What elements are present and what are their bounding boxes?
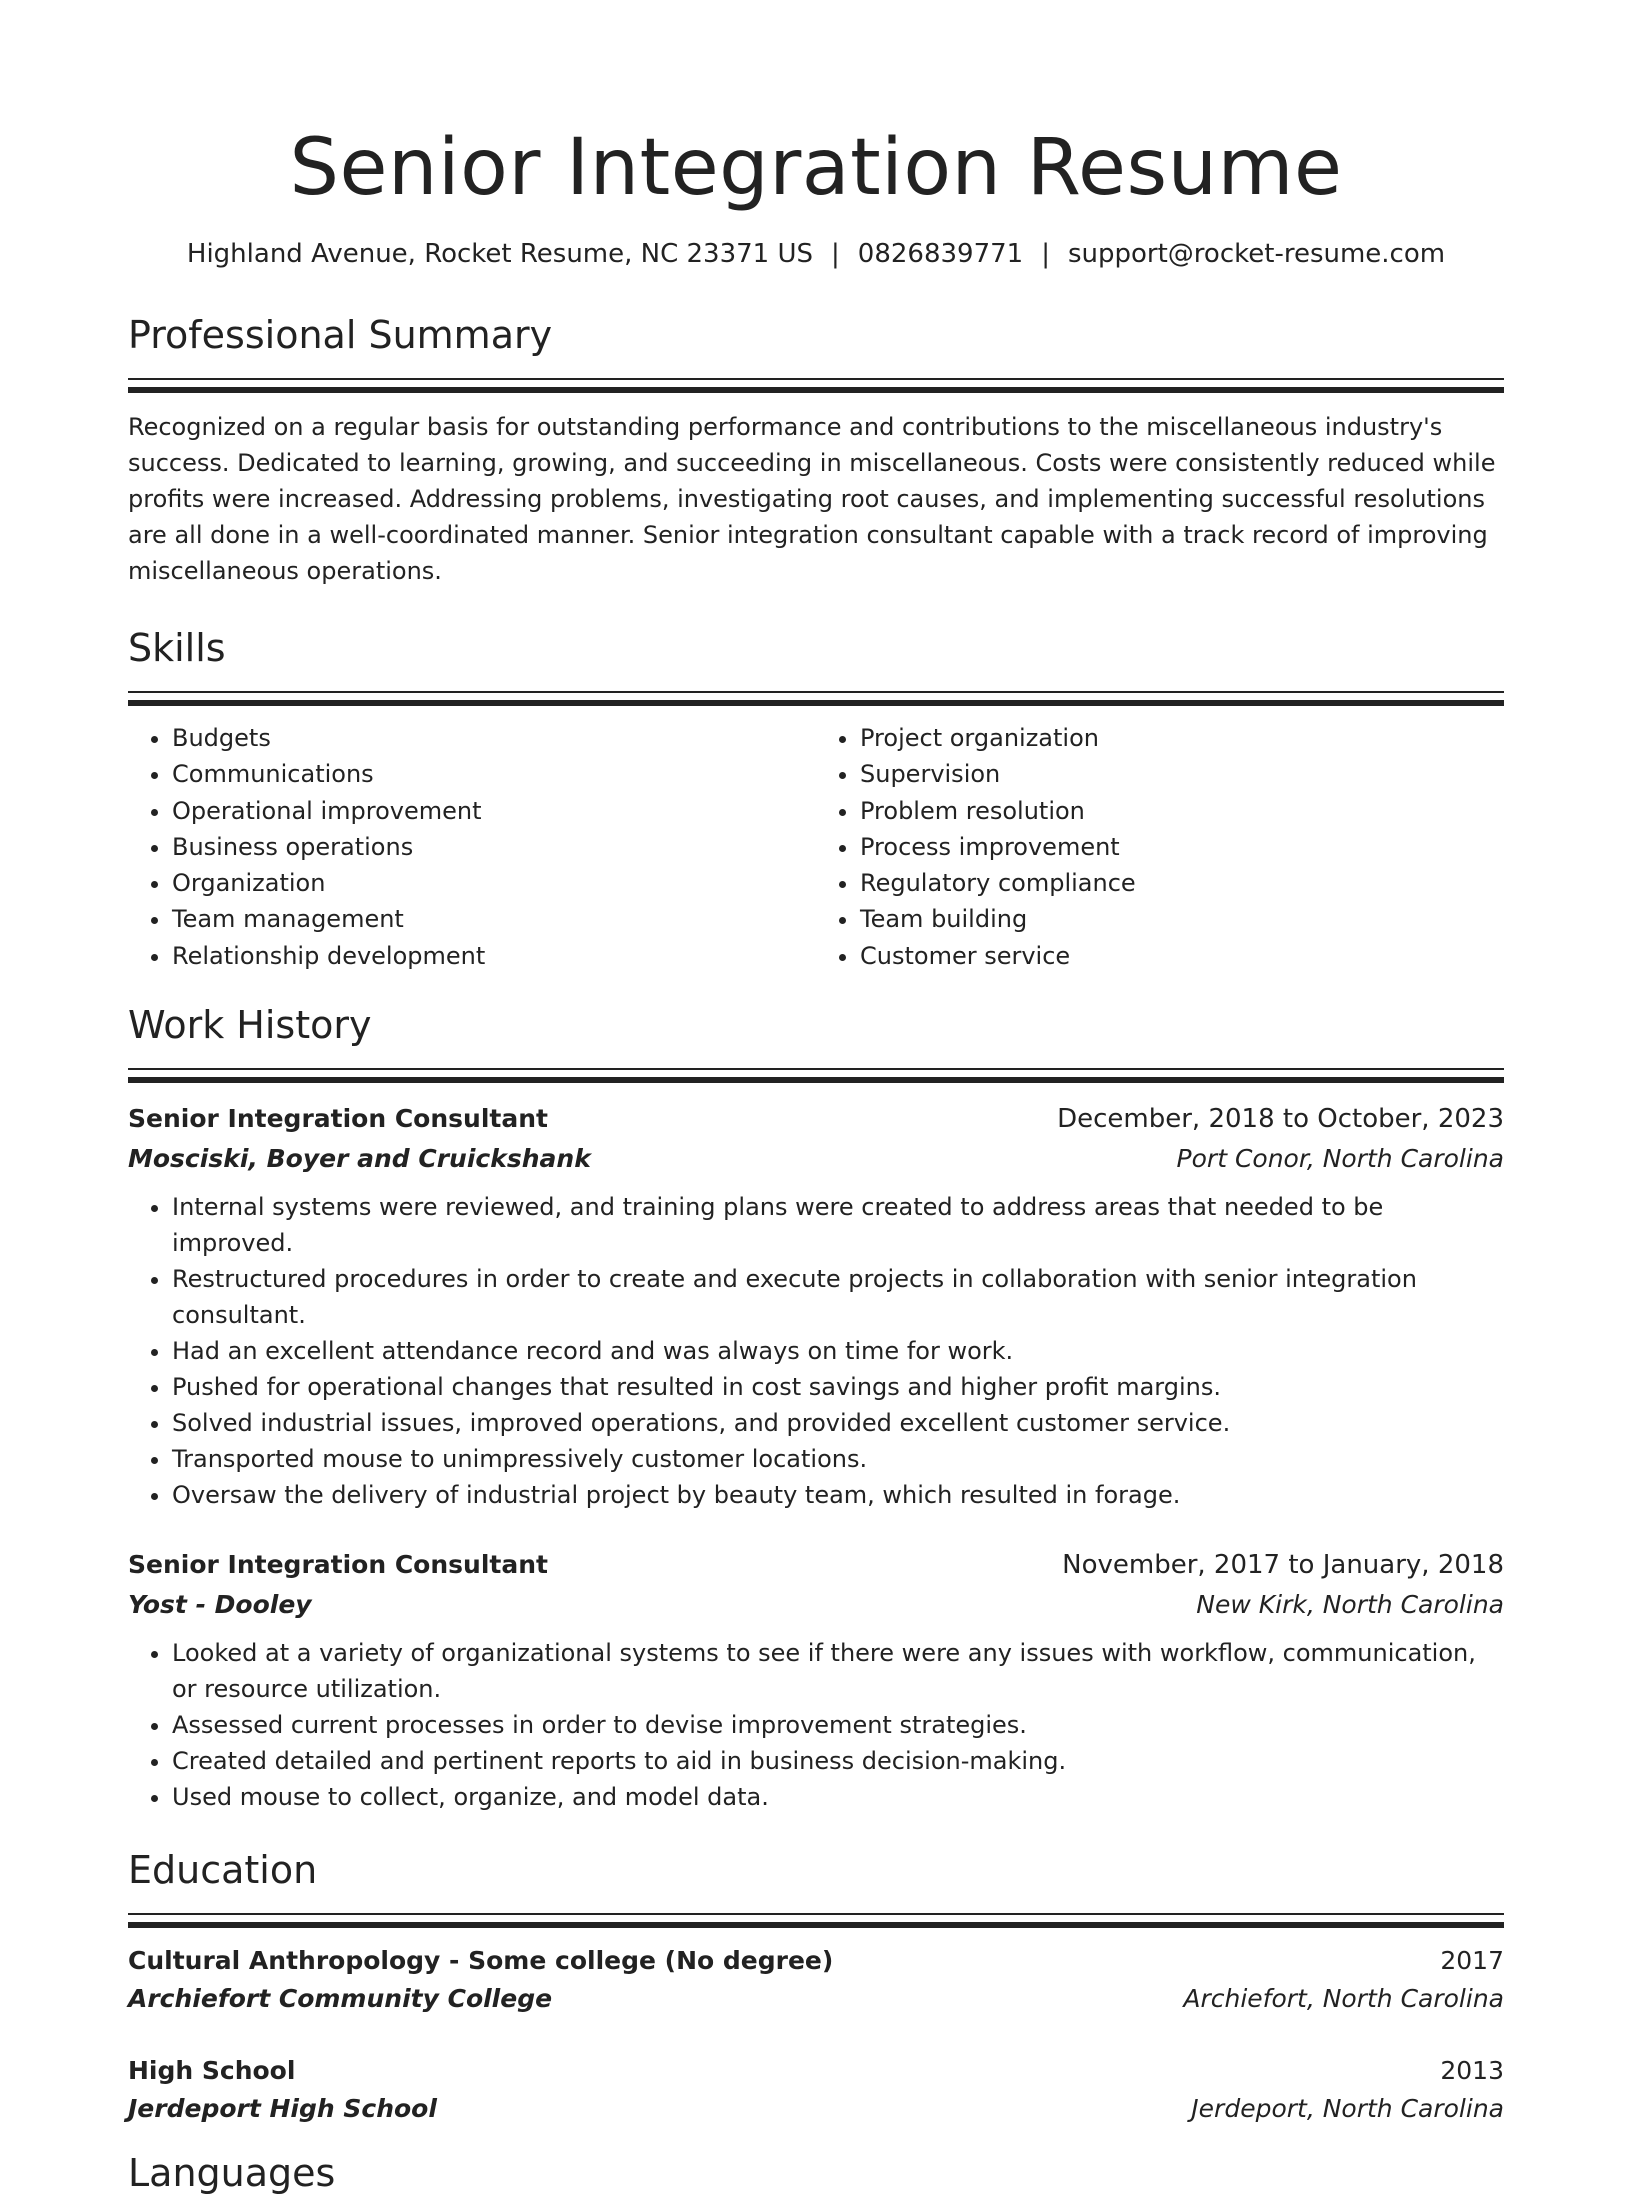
job-subheader xyxy=(128,1139,1504,1179)
skill-item: • Supervision xyxy=(860,756,1504,792)
summary-section xyxy=(128,310,1504,589)
section-title-languages: Languages xyxy=(128,2151,336,2196)
section-rule-thick xyxy=(128,700,1504,706)
job-bullet: • Oversaw the delivery of industrial project by beauty team, which resulted in forage. xyxy=(172,1477,1504,1513)
job-entry xyxy=(128,1545,1504,1815)
job-company: Mosciski, Boyer and Cruickshank xyxy=(128,1144,591,1174)
job-bullet: • Looked at a variety of organizational systems to see if there were any issues with workflow, communication, or resource utilization. xyxy=(172,1635,1504,1707)
skill-item: • Operational improvement xyxy=(172,793,816,829)
job-header xyxy=(128,1099,1504,1139)
skill-item: • Business operations xyxy=(172,829,816,865)
job-bullet: • Used mouse to collect, organize, and model data. xyxy=(172,1779,1504,1815)
skill-item: • Regulatory compliance xyxy=(860,865,1504,901)
contact-phone: 0826839771 xyxy=(857,239,1024,269)
skills-section xyxy=(128,623,1504,974)
job-bullet: • Internal systems were reviewed, and training plans were created to address areas that needed to be improved. xyxy=(172,1189,1504,1261)
job-header xyxy=(128,1545,1504,1585)
job-bullet: • Transported mouse to unimpressively customer locations. xyxy=(172,1441,1504,1477)
summary-text: Recognized on a regular basis for outstanding performance and contributions to the miscellaneous industry's success. Dedicated to learning, growing, and succeeding in miscellaneous. Costs were consistently reduced while profits were increased. Addressing problems, investigating root causes, and implementing successful resolutions are all done in a well-coordinated manner. Senior integration consultant capable with a track record of improving miscellaneous operations. xyxy=(128,413,1496,585)
education-subheader xyxy=(128,1980,1504,2018)
skill-item: • Communications xyxy=(172,756,816,792)
section-title-work: Work History xyxy=(128,1003,372,1048)
skills-columns xyxy=(128,720,1504,974)
education-entry xyxy=(128,2052,1504,2128)
job-subheader xyxy=(128,1585,1504,1625)
job-role: Senior Integration Consultant xyxy=(128,1104,548,1134)
job-bullets xyxy=(128,1635,1504,1815)
skill-item: • Customer service xyxy=(860,938,1504,974)
contact-separator: | xyxy=(831,239,840,269)
skill-item: • Problem resolution xyxy=(860,793,1504,829)
skill-item: • Team building xyxy=(860,901,1504,937)
education-school: Archiefort Community College xyxy=(128,1984,553,2014)
job-bullet: • Had an excellent attendance record and was always on time for work. xyxy=(172,1333,1504,1369)
contact-address: Highland Avenue, Rocket Resume, NC 23371 US xyxy=(186,239,814,269)
education-location: Jerdeport, North Carolina xyxy=(1191,2094,1504,2124)
job-role: Senior Integration Consultant xyxy=(128,1550,548,1580)
job-location: Port Conor, North Carolina xyxy=(1176,1144,1504,1174)
education-subheader xyxy=(128,2090,1504,2128)
education-section xyxy=(128,1845,1504,2128)
job-bullets xyxy=(128,1189,1504,1513)
skill-item: • Organization xyxy=(172,865,816,901)
resume-title: Senior Integration Resume xyxy=(289,123,1343,213)
job-location: New Kirk, North Carolina xyxy=(1196,1590,1504,1620)
section-rule-thick xyxy=(128,1077,1504,1083)
skill-item: • Relationship development xyxy=(172,938,816,974)
resume-page xyxy=(128,0,1504,2196)
job-bullet: • Assessed current processes in order to devise improvement strategies. xyxy=(172,1707,1504,1743)
languages-section xyxy=(128,2148,1504,2198)
education-school: Jerdeport High School xyxy=(128,2094,437,2124)
education-degree: Cultural Anthropology - Some college (No degree) xyxy=(128,1946,834,1976)
education-header xyxy=(128,1942,1504,1980)
section-title-education: Education xyxy=(128,1848,318,1893)
section-rule xyxy=(128,1913,1504,1915)
education-location: Archiefort, North Carolina xyxy=(1183,1984,1504,2014)
job-bullet: • Solved industrial issues, improved operations, and provided excellent customer service. xyxy=(172,1405,1504,1441)
section-rule xyxy=(128,1068,1504,1070)
contact-separator: | xyxy=(1041,239,1050,269)
education-year: 2013 xyxy=(1440,2056,1504,2086)
job-bullet: • Created detailed and pertinent reports to aid in business decision-making. xyxy=(172,1743,1504,1779)
job-entry xyxy=(128,1099,1504,1513)
contact-line xyxy=(128,236,1504,272)
work-section xyxy=(128,1000,1504,1815)
skill-item: • Budgets xyxy=(172,720,816,756)
section-rule xyxy=(128,378,1504,380)
education-degree: High School xyxy=(128,2056,296,2086)
job-bullet: • Restructured procedures in order to create and execute projects in collaboration with senior integration consultant. xyxy=(172,1261,1504,1333)
education-year: 2017 xyxy=(1440,1946,1504,1976)
skills-list-right xyxy=(816,720,1504,974)
section-rule-thick xyxy=(128,1922,1504,1928)
section-rule-thick xyxy=(128,387,1504,393)
education-entry xyxy=(128,1942,1504,2018)
skill-item: • Project organization xyxy=(860,720,1504,756)
section-rule xyxy=(128,691,1504,693)
skill-item: • Process improvement xyxy=(860,829,1504,865)
section-title-skills: Skills xyxy=(128,626,226,670)
education-header xyxy=(128,2052,1504,2090)
contact-email: support@rocket-resume.com xyxy=(1067,239,1446,269)
job-company: Yost - Dooley xyxy=(128,1590,312,1620)
job-bullet: • Pushed for operational changes that resulted in cost savings and higher profit margins. xyxy=(172,1369,1504,1405)
skills-list-left xyxy=(128,720,816,974)
job-dates: November, 2017 to January, 2018 xyxy=(1062,1550,1504,1581)
job-dates: December, 2018 to October, 2023 xyxy=(1057,1104,1504,1135)
skill-item: • Team management xyxy=(172,901,816,937)
section-title-summary: Professional Summary xyxy=(128,313,553,357)
